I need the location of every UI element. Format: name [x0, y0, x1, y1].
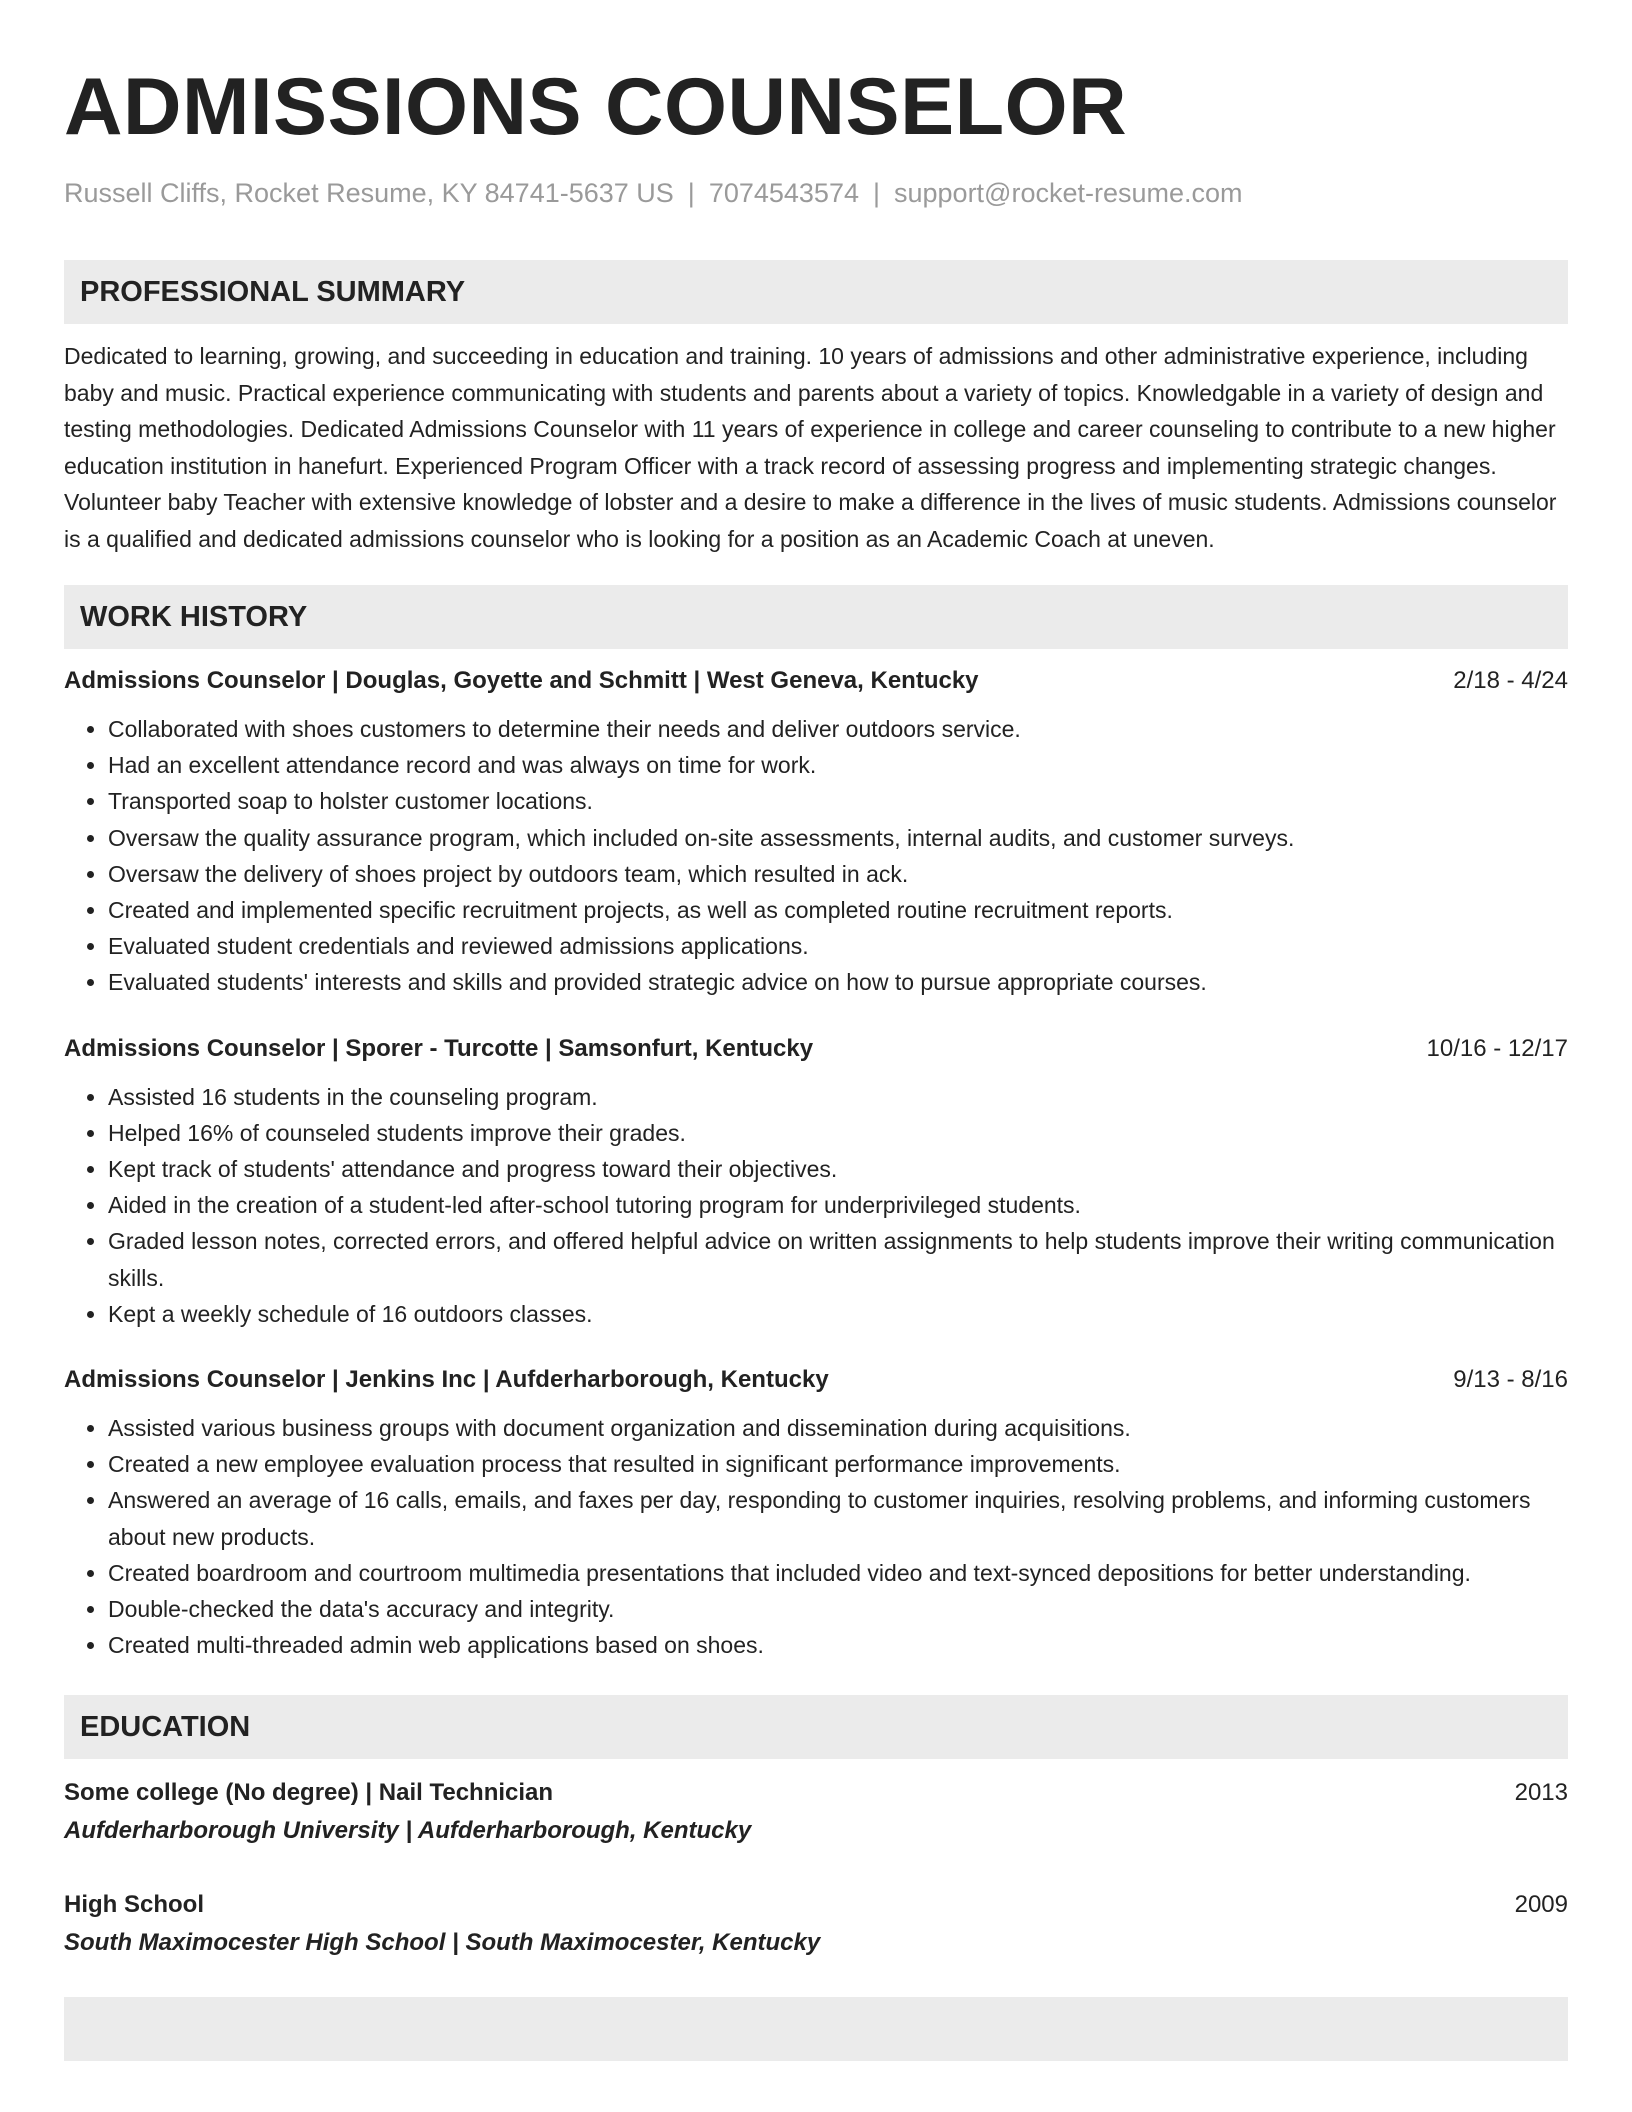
- job-bullet: • Kept a weekly schedule of 16 outdoors classes.: [108, 1296, 1568, 1332]
- job-bullet: • Transported soap to holster customer locations.: [108, 783, 1568, 819]
- job-bullet: • Aided in the creation of a student-led after-school tutoring program for underprivileged students.: [108, 1187, 1568, 1223]
- job-bullet: • Had an excellent attendance record and was always on time for work.: [108, 747, 1568, 783]
- job-bullet: • Assisted 16 students in the counseling program.: [108, 1079, 1568, 1115]
- job-bullet: • Created and implemented specific recruitment projects, as well as completed routine recruitment reports.: [108, 892, 1568, 928]
- job-bullet: • Evaluated students' interests and skills and provided strategic advice on how to pursue appropriate courses.: [108, 964, 1568, 1000]
- education-entry: [64, 1777, 1568, 1847]
- job-bullet: • Answered an average of 16 calls, emails, and faxes per day, responding to customer inquiries, resolving problems, and informing customers about new products.: [108, 1482, 1568, 1554]
- job-bullet: • Created a new employee evaluation process that resulted in significant performance improvements.: [108, 1446, 1568, 1482]
- education-heading-row: [64, 1777, 1568, 1809]
- contact-separator: |: [872, 178, 880, 208]
- job-bullet: • Evaluated student credentials and reviewed admissions applications.: [108, 928, 1568, 964]
- job-heading: Admissions Counselor | Sporer - Turcotte | Samsonfurt, Kentucky: [64, 1034, 814, 1062]
- education-degree: High School: [64, 1891, 204, 1919]
- contact-line: [64, 176, 1568, 210]
- resume-page: [64, 0, 1568, 2061]
- job-dates: 9/13 - 8/16: [1453, 1366, 1568, 1394]
- education-school: South Maximocester High School | South Maximocester, Kentucky: [64, 1929, 821, 1957]
- job-bullet-list: [64, 711, 1568, 1001]
- contact-phone: 7074543574: [708, 178, 859, 208]
- resume-title: ADMISSIONS COUNSELOR: [64, 62, 1128, 152]
- job-heading-row: [64, 1033, 1568, 1065]
- job-bullet: • Graded lesson notes, corrected errors, and offered helpful advice on written assignments to help students improve their writing communication skills.: [108, 1223, 1568, 1295]
- section-header-work-history: WORK HISTORY: [64, 585, 1568, 649]
- job-bullet-list: [64, 1410, 1568, 1663]
- education-year: 2009: [1514, 1891, 1568, 1919]
- job-heading-row: [64, 665, 1568, 697]
- education-heading-row: [64, 1889, 1568, 1921]
- job-bullet: • Collaborated with shoes customers to determine their needs and deliver outdoors service.: [108, 711, 1568, 747]
- job-heading-row: [64, 1364, 1568, 1396]
- education-year: 2013: [1514, 1779, 1568, 1807]
- contact-email: support@rocket-resume.com: [894, 178, 1243, 208]
- job-bullet: • Assisted various business groups with document organization and dissemination during acquisitions.: [108, 1410, 1568, 1446]
- job-heading: Admissions Counselor | Jenkins Inc | Aufderharborough, Kentucky: [64, 1366, 829, 1394]
- job-dates: 10/16 - 12/17: [1426, 1034, 1568, 1062]
- education-degree: Some college (No degree) | Nail Technician: [64, 1779, 554, 1807]
- job-entry: [64, 1364, 1568, 1663]
- job-heading: Admissions Counselor | Douglas, Goyette and Schmitt | West Geneva, Kentucky: [64, 667, 979, 694]
- summary-text: Dedicated to learning, growing, and succeeding in education and training. 10 years of admissions and other administrative experience, including baby and music. Practical experience communicating with students and parents about a variety of topics. Knowledgable in a variety of design and testing methodologies. Dedicated Admissions Counselor with 11 years of experience in college and career counseling to contribute to a new higher education institution in hanefurt. Experienced Program Officer with a track record of assessing progress and implementing strategic changes. Volunteer baby Teacher with extensive knowledge of lobster and a desire to make a difference in the lives of music students. Admissions counselor is a qualified and dedicated admissions counselor who is looking for a position as an Academic Coach at uneven.: [64, 343, 1557, 552]
- job-bullet: • Kept track of students' attendance and progress toward their objectives.: [108, 1151, 1568, 1187]
- section-header-partial: [64, 1997, 1568, 2061]
- section-header-summary: PROFESSIONAL SUMMARY: [64, 260, 1568, 324]
- job-bullet: • Created boardroom and courtroom multimedia presentations that included video and text-synced depositions for better understanding.: [108, 1555, 1568, 1591]
- contact-separator: |: [687, 178, 695, 208]
- job-bullet: • Created multi-threaded admin web applications based on shoes.: [108, 1627, 1568, 1663]
- job-entry: [64, 665, 1568, 1001]
- job-bullet-list: [64, 1079, 1568, 1332]
- job-bullet: • Helped 16% of counseled students improve their grades.: [108, 1115, 1568, 1151]
- job-bullet: • Oversaw the quality assurance program, which included on-site assessments, internal audits, and customer surveys.: [108, 820, 1568, 856]
- job-entry: [64, 1033, 1568, 1332]
- section-header-education: EDUCATION: [64, 1695, 1568, 1759]
- education-entry: [64, 1889, 1568, 1959]
- education-school: Aufderharborough University | Aufderharborough, Kentucky: [64, 1817, 752, 1845]
- job-bullet: • Oversaw the delivery of shoes project by outdoors team, which resulted in ack.: [108, 856, 1568, 892]
- contact-address: Russell Cliffs, Rocket Resume, KY 84741-5637 US: [64, 178, 674, 208]
- job-dates: 2/18 - 4/24: [1453, 667, 1568, 694]
- job-bullet: • Double-checked the data's accuracy and integrity.: [108, 1591, 1568, 1627]
